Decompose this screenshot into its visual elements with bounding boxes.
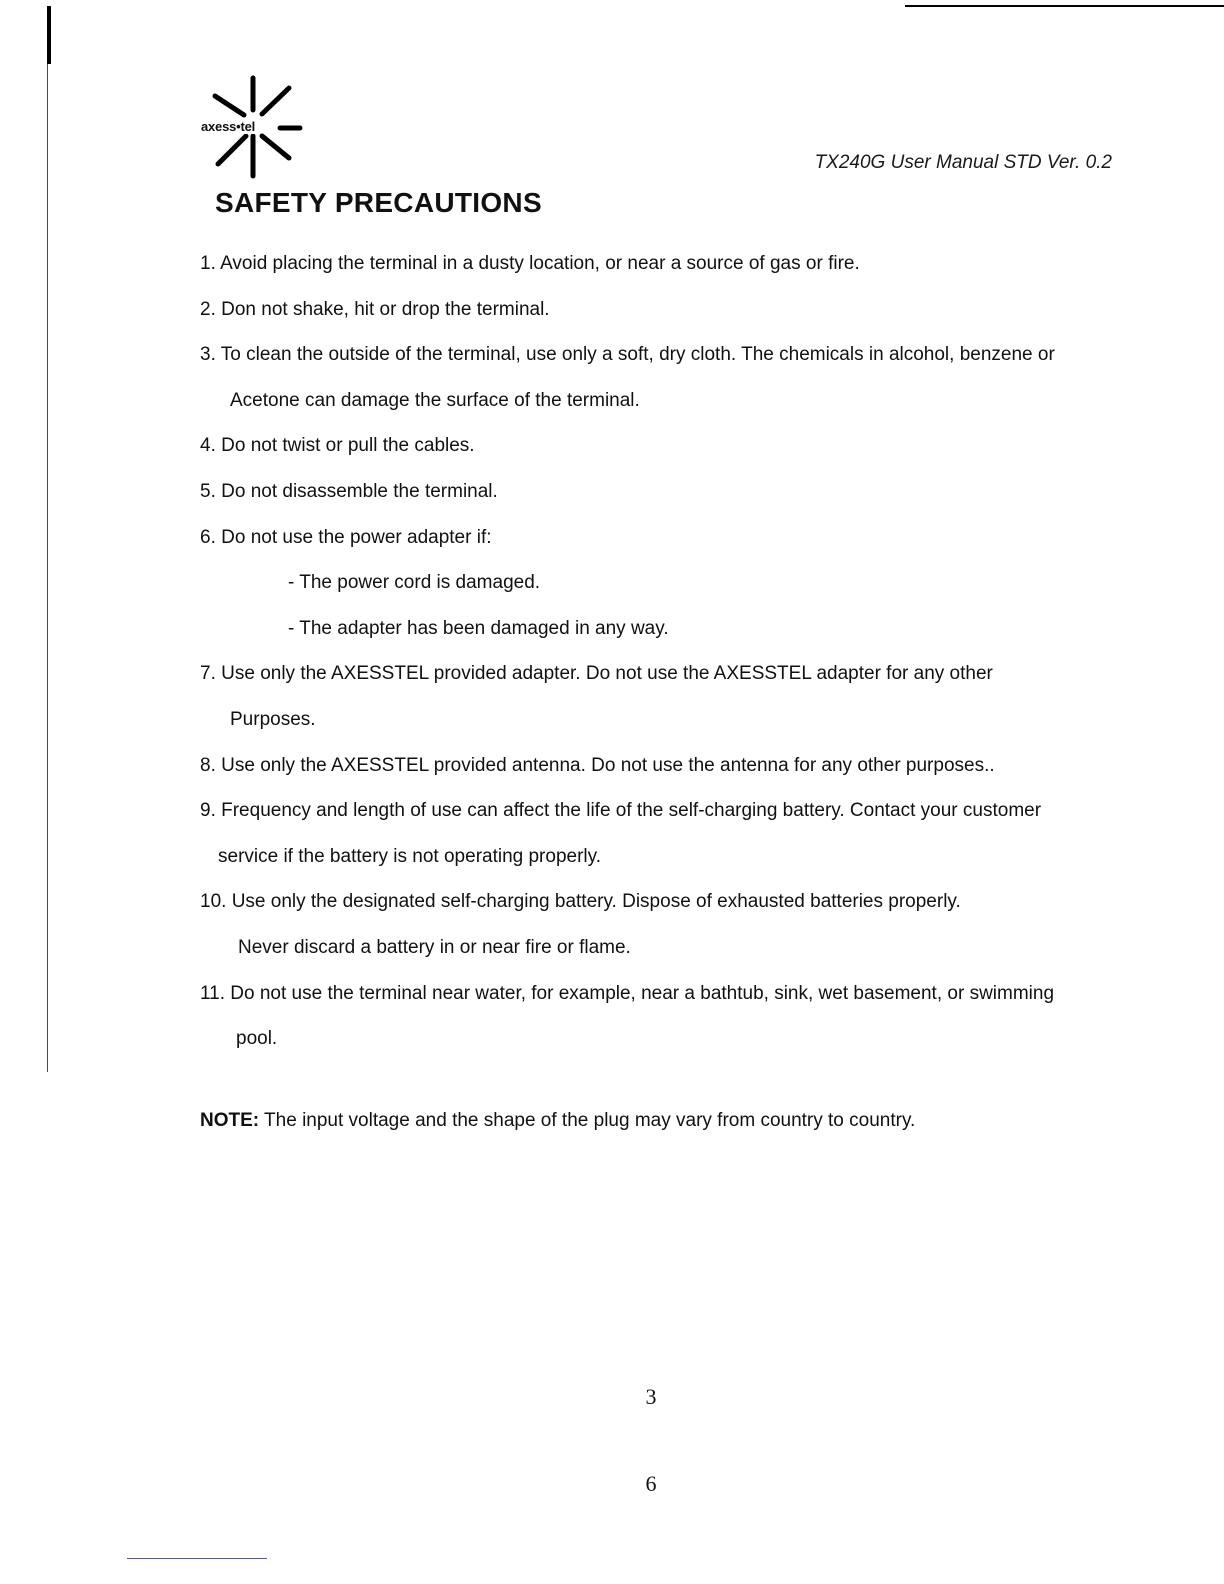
precautions-list xyxy=(200,248,1120,1069)
page-number: 3 xyxy=(645,1384,657,1409)
item-text: 5. Do not disassemble the terminal. xyxy=(200,480,498,502)
item-text: 7. Use only the AXESSTEL provided adapter. Do not use the AXESSTEL adapter for any other xyxy=(200,663,993,685)
list-item xyxy=(200,795,1120,886)
list-item xyxy=(200,430,1120,476)
item-text: 10. Use only the designated self-charging battery. Dispose of exhausted batteries properly. xyxy=(200,891,961,913)
logo-wordmark: axess•tel xyxy=(201,119,256,134)
left-margin-bar xyxy=(47,6,51,64)
list-item xyxy=(200,294,1120,340)
list-item xyxy=(200,522,1120,659)
bottom-rule xyxy=(127,1558,267,1559)
page-number: 6 xyxy=(645,1471,657,1496)
item-text-continued: Never discard a battery in or near fire or flame. xyxy=(238,936,631,958)
sub-item: - The power cord is damaged. xyxy=(288,572,541,594)
list-item xyxy=(200,886,1120,977)
list-item xyxy=(200,339,1120,430)
item-text: 1. Avoid placing the terminal in a dusty location, or near a source of gas or fire. xyxy=(200,253,860,274)
item-text: 2. Don not shake, hit or drop the terminal. xyxy=(200,298,550,320)
note-text: The input voltage and the shape of the plug may vary from country to country. xyxy=(259,1110,916,1131)
item-text: 4. Do not twist or pull the cables. xyxy=(200,435,475,457)
sub-item: - The adapter has been damaged in any way. xyxy=(288,617,669,639)
item-text-continued: pool. xyxy=(236,1028,278,1050)
item-text: 3. To clean the outside of the terminal, use only a soft, dry cloth. The chemicals in alcohol, benzene or xyxy=(200,344,1055,366)
item-text: 9. Frequency and length of use can affect the life of the self-charging battery. Contact your customer xyxy=(200,800,1042,822)
manual-reference: TX240G User Manual STD Ver. 0.2 xyxy=(814,152,1112,173)
item-text: 6. Do not use the power adapter if: xyxy=(200,526,492,548)
item-text: 11. Do not use the terminal near water, for example, near a bathtub, sink, wet basement, or swimming xyxy=(200,982,1055,1004)
item-text: 8. Use only the AXESSTEL provided antenna. Do not use the antenna for any other purposes.. xyxy=(200,754,995,776)
note xyxy=(200,1105,915,1137)
list-item xyxy=(200,248,1120,294)
list-item xyxy=(200,476,1120,522)
list-item xyxy=(200,658,1120,749)
list-item xyxy=(200,978,1120,1069)
list-item xyxy=(200,750,1120,796)
item-text-continued: service if the battery is not operating properly. xyxy=(218,845,602,867)
note-label: NOTE: xyxy=(200,1110,260,1131)
page-title: SAFETY PRECAUTIONS xyxy=(215,187,542,218)
item-text-continued: Acetone can damage the surface of the terminal. xyxy=(230,389,640,411)
left-margin-line xyxy=(47,64,48,1072)
top-rule xyxy=(905,5,1224,7)
item-text-continued: Purposes. xyxy=(230,708,316,730)
